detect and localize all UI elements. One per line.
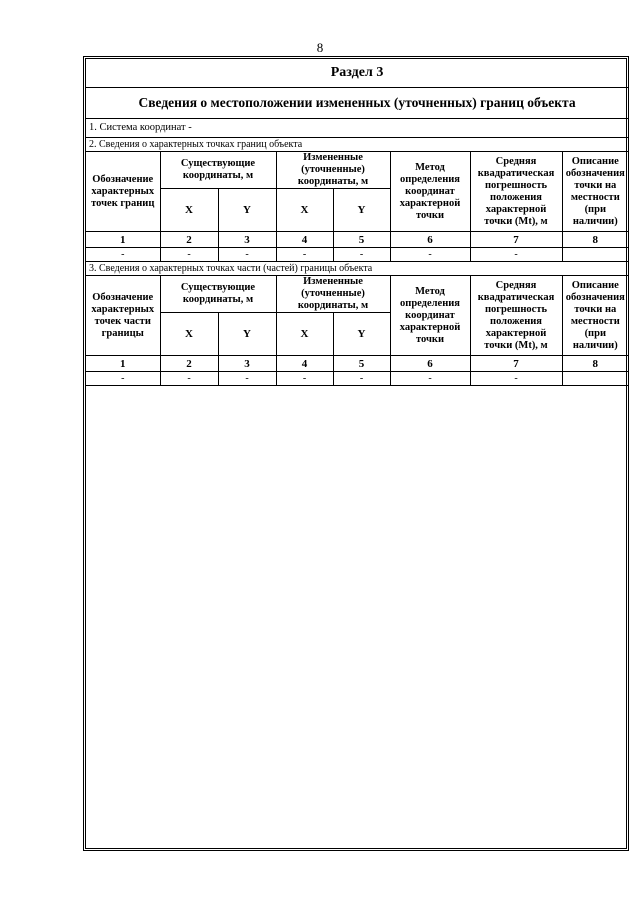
t3-cell: - <box>333 372 390 386</box>
t3-cell <box>562 372 628 386</box>
t3-num: 5 <box>333 356 390 372</box>
document-frame <box>83 56 629 851</box>
t2-col-description: Описание обозначения точки на местности (при наличии) <box>562 152 628 232</box>
document-frame-inner <box>85 58 627 849</box>
t3-cell: - <box>470 372 562 386</box>
t2-cell: - <box>160 248 218 262</box>
t2-cell: - <box>470 248 562 262</box>
t2-y-changed: Y <box>333 189 390 232</box>
part2-title: 2. Сведения о характерных точках границ объекта <box>86 138 628 152</box>
t2-y-existing: Y <box>218 189 276 232</box>
t2-cell <box>562 248 628 262</box>
t3-num: 1 <box>86 356 160 372</box>
t2-cell: - <box>218 248 276 262</box>
t3-y-changed: Y <box>333 313 390 356</box>
t2-col-method: Метод определения координат характерной точки <box>390 152 470 232</box>
t3-cell: - <box>218 372 276 386</box>
t2-num: 3 <box>218 232 276 248</box>
t2-x-existing: X <box>160 189 218 232</box>
t3-cell: - <box>390 372 470 386</box>
t3-col-existing: Существующие координаты, м <box>160 276 276 313</box>
t3-num: 4 <box>276 356 333 372</box>
t3-col-designation: Обозначение характерных точек части границы <box>86 276 160 356</box>
section-title: Раздел 3 <box>86 59 628 88</box>
page-number: 8 <box>316 40 324 55</box>
t3-cell: - <box>276 372 333 386</box>
t2-col-existing: Существующие координаты, м <box>160 152 276 189</box>
section-table <box>86 59 628 386</box>
t3-col-method: Метод определения координат характерной точки <box>390 276 470 356</box>
t2-num: 4 <box>276 232 333 248</box>
section-subtitle: Сведения о местоположении измененных (уточненных) границ объекта <box>86 88 628 119</box>
t2-col-accuracy: Средняя квадратическая погрешность положения характерной точки (Mt), м <box>470 152 562 232</box>
t2-cell: - <box>276 248 333 262</box>
t2-col-designation: Обозначение характерных точек границ <box>86 152 160 232</box>
t3-col-changed: Измененные (уточненные) координаты, м <box>276 276 390 313</box>
t2-num: 1 <box>86 232 160 248</box>
t3-x-changed: X <box>276 313 333 356</box>
t3-col-description: Описание обозначения точки на местности (при наличии) <box>562 276 628 356</box>
t2-num: 5 <box>333 232 390 248</box>
t3-x-existing: X <box>160 313 218 356</box>
t2-col-changed: Измененные (уточненные) координаты, м <box>276 152 390 189</box>
t3-cell: - <box>160 372 218 386</box>
t3-num: 8 <box>562 356 628 372</box>
t2-x-changed: X <box>276 189 333 232</box>
t2-num: 2 <box>160 232 218 248</box>
t2-num: 6 <box>390 232 470 248</box>
t3-cell: - <box>86 372 160 386</box>
coordinate-system: 1. Система координат - <box>86 119 628 138</box>
t3-num: 2 <box>160 356 218 372</box>
t3-col-accuracy: Средняя квадратическая погрешность положения характерной точки (Mt), м <box>470 276 562 356</box>
t3-y-existing: Y <box>218 313 276 356</box>
t2-num: 7 <box>470 232 562 248</box>
t3-num: 7 <box>470 356 562 372</box>
t2-cell: - <box>333 248 390 262</box>
t2-num: 8 <box>562 232 628 248</box>
t2-cell: - <box>86 248 160 262</box>
t2-cell: - <box>390 248 470 262</box>
part3-title: 3. Сведения о характерных точках части (частей) границы объекта <box>86 262 628 276</box>
t3-num: 3 <box>218 356 276 372</box>
t3-num: 6 <box>390 356 470 372</box>
